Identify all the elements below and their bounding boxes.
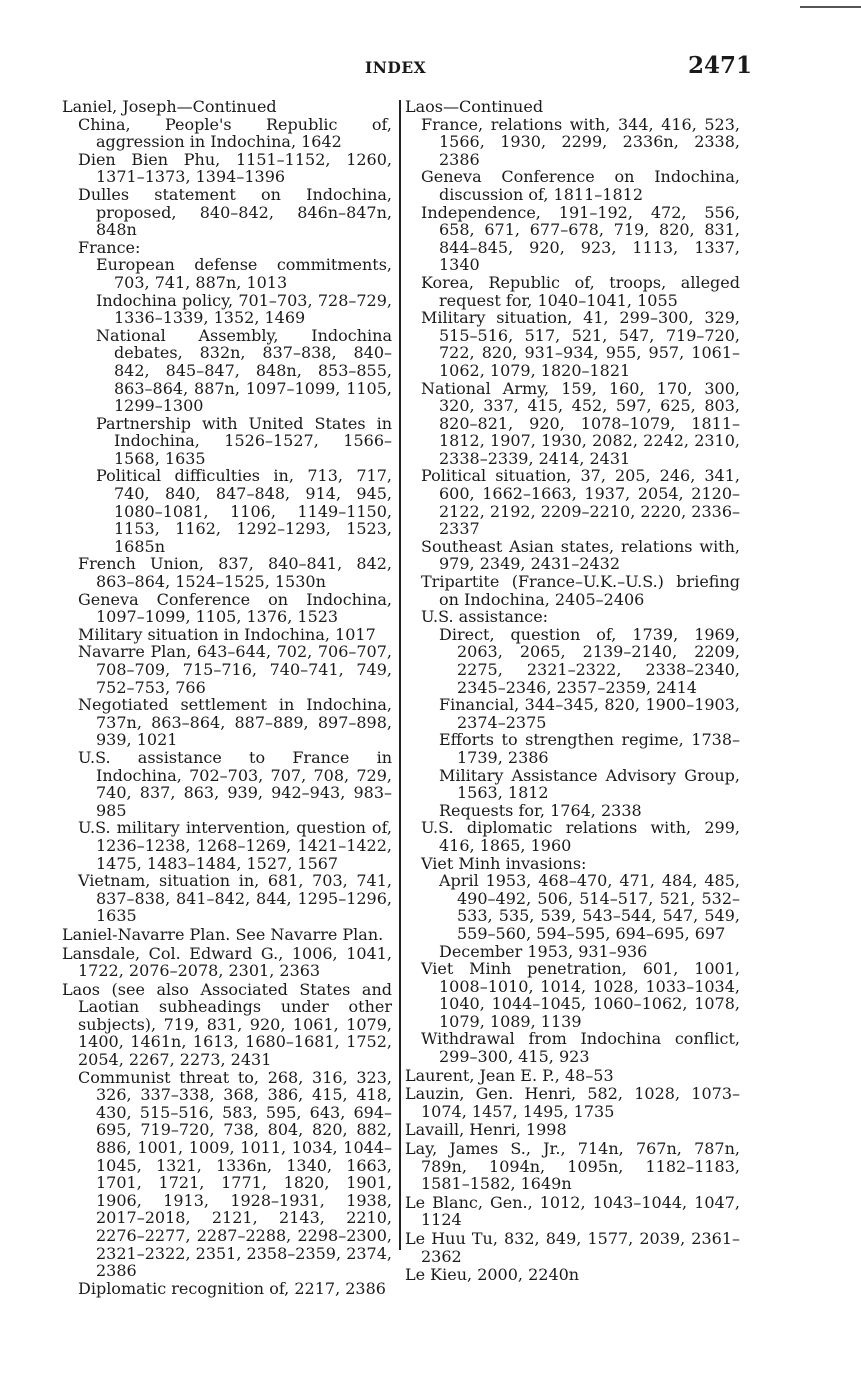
column-divider <box>399 100 401 1250</box>
index-subentry: France, relations with, 344, 416, 523, 1566, 1930, 2299, 2336n, 2338, 2386 <box>421 114 740 169</box>
index-subentry: Requests for, 1764, 2338 <box>439 800 642 820</box>
index-entry: Laurent, Jean E. P., 48–53 <box>405 1065 614 1085</box>
index-subentry: China, People's Republic of, aggression in Indochina, 1642 <box>78 114 392 152</box>
index-subentry: Political difficulties in, 713, 717, 740, 840, 847–848, 914, 945, 1080–1081, 1106, 1149–1150, 1153, 1162, 1292–1293, 1523, 1685n <box>96 466 392 556</box>
index-subentry: Negotiated settlement in Indochina, 737n, 863–864, 887–889, 897–898, 939, 1021 <box>78 695 392 750</box>
index-subentry: Military Assistance Advisory Group, 1563, 1812 <box>439 765 740 803</box>
index-entry: Le Huu Tu, 832, 849, 1577, 2039, 2361–2362 <box>405 1229 740 1266</box>
index-subentry: December 1953, 931–936 <box>439 941 648 961</box>
index-subentry: Independence, 191–192, 472, 556, 658, 671, 677–678, 719, 820, 831, 844–845, 920, 923, 1113, 1337, 1340 <box>421 202 740 275</box>
index-subentry: France: <box>78 237 141 257</box>
index-entry: Laniel, Joseph—Continued <box>62 97 277 116</box>
index-subentry: U.S. military intervention, question of, 1236–1238, 1268–1269, 1421–1422, 1475, 1483–1484, 1527, 1567 <box>78 818 392 873</box>
index-entry: Lansdale, Col. Edward G., 1006, 1041, 1722, 2076–2078, 2301, 2363 <box>62 943 392 981</box>
index-subentry: Southeast Asian states, relations with, 979, 2349, 2431–2432 <box>421 536 740 574</box>
index-entry: Laos—Continued <box>405 97 544 116</box>
index-entry: Laos (see also Associated States and Laotian subheadings under other subjects), 719, 831, 920, 1061, 1079, 1400, 1461n, 1613, 1680–1681, 1752, 2054, 2267, 2273, 2431 <box>62 979 392 1070</box>
index-column-left <box>62 98 392 1297</box>
index-subentry: U.S. diplomatic relations with, 299, 416, 1865, 1960 <box>421 818 740 855</box>
index-subentry: Communist threat to, 268, 316, 323, 326, 337–338, 368, 386, 415, 418, 430, 515–516, 583, 595, 643, 694–695, 719–720, 738, 804, 820, 882, 886, 1001, 1009, 1011, 1034, 1044–1045, 1321, 1336n, 1340, 1663, 1701, 1721, 1771, 1820, 1901, 1906, 1913, 1928–1931, 1938, 2017–2018, 2121, 2143, 2210, 2276–2277, 2287–2288, 2298–2300, 2321–2322, 2351, 2358–2359, 2374, 2386 <box>78 1067 392 1281</box>
index-subentry: Geneva Conference on Indochina, 1097–1099, 1105, 1376, 1523 <box>78 589 392 627</box>
page-edge-rule <box>800 6 861 8</box>
index-subentry: National Assembly, Indochina debates, 832n, 837–838, 840–842, 845–847, 848n, 853–855, 863–864, 887n, 1097–1099, 1105, 1299–1300 <box>96 325 392 416</box>
index-subentry: Military situation, 41, 299–300, 329, 515–516, 517, 521, 547, 719–720, 722, 820, 931–934, 955, 957, 1061–1062, 1079, 1820–1821 <box>421 308 740 380</box>
index-subentry: Diplomatic recognition of, 2217, 2386 <box>78 1278 386 1298</box>
running-head-title: INDEX <box>365 58 427 77</box>
index-subentry: Indochina policy, 701–703, 728–729, 1336–1339, 1352, 1469 <box>96 290 392 328</box>
index-subentry: Tripartite (France–U.K.–U.S.) briefing on Indochina, 2405–2406 <box>421 572 740 609</box>
index-column-right <box>405 98 740 1284</box>
index-subentry: Withdrawal from Indochina conflict, 299–300, 415, 923 <box>421 1029 740 1067</box>
index-entry: Lauzin, Gen. Henri, 582, 1028, 1073–1074, 1457, 1495, 1735 <box>405 1084 740 1121</box>
index-subentry: Dien Bien Phu, 1151–1152, 1260, 1371–1373, 1394–1396 <box>78 149 392 187</box>
index-subentry: Vietnam, situation in, 681, 703, 741, 837–838, 841–842, 844, 1295–1296, 1635 <box>78 871 392 926</box>
index-entry: Lavaill, Henri, 1998 <box>405 1120 567 1140</box>
index-subentry: Geneva Conference on Indochina, discussion of, 1811–1812 <box>421 167 740 204</box>
index-subentry: Navarre Plan, 643–644, 702, 706–707, 708–709, 715–716, 740–741, 749, 752–753, 766 <box>78 642 392 697</box>
index-subentry: Korea, Republic of, troops, alleged request for, 1040–1041, 1055 <box>421 272 740 310</box>
index-entry: Le Kieu, 2000, 2240n <box>405 1265 580 1285</box>
index-subentry: April 1953, 468–470, 471, 484, 485, 490–492, 506, 514–517, 521, 532–533, 535, 539, 543–544, 547, 549, 559–560, 594–595, 694–695, 697 <box>439 871 740 943</box>
index-subentry: Military situation in Indochina, 1017 <box>78 624 376 644</box>
index-subentry: Political situation, 37, 205, 246, 341, 600, 1662–1663, 1937, 2054, 2120–2122, 2192, 2209–2210, 2220, 2336–2337 <box>421 466 740 539</box>
index-subentry: French Union, 837, 840–841, 842, 863–864, 1524–1525, 1530n <box>78 554 392 592</box>
index-subentry: Viet Minh penetration, 601, 1001, 1008–1010, 1014, 1028, 1033–1034, 1040, 1044–1045, 1060–1062, 1078, 1079, 1089, 1139 <box>421 959 740 1031</box>
index-subentry: European defense commitments, 703, 741, 887n, 1013 <box>96 255 392 292</box>
index-subentry: Partnership with United States in Indochina, 1526–1527, 1566–1568, 1635 <box>96 413 392 468</box>
page-number: 2471 <box>688 52 753 79</box>
index-subentry: Viet Minh invasions: <box>421 853 587 873</box>
index-subentry: U.S. assistance to France in Indochina, 702–703, 707, 708, 729, 740, 837, 863, 939, 942–943, 983–985 <box>78 747 392 820</box>
index-entry: Le Blanc, Gen., 1012, 1043–1044, 1047, 1124 <box>405 1192 740 1230</box>
index-subentry: Direct, question of, 1739, 1969, 2063, 2065, 2139–2140, 2209, 2275, 2321–2322, 2338–2340, 2345–2346, 2357–2359, 2414 <box>439 624 740 697</box>
page-header <box>0 52 861 86</box>
index-entry: Laniel-Navarre Plan. See Navarre Plan. <box>62 924 384 944</box>
index-subentry: Dulles statement on Indochina, proposed, 840–842, 846n–847n, 848n <box>78 184 392 240</box>
index-entry: Lay, James S., Jr., 714n, 767n, 787n, 789n, 1094n, 1095n, 1182–1183, 1581–1582, 1649n <box>405 1139 740 1194</box>
index-subentry: National Army, 159, 160, 170, 300, 320, 337, 415, 452, 597, 625, 803, 820–821, 920, 1078–1079, 1811–1812, 1907, 1930, 2082, 2242, 2310, 2338–2339, 2414, 2431 <box>421 378 740 468</box>
index-subentry: Financial, 344–345, 820, 1900–1903, 2374–2375 <box>439 695 740 732</box>
index-subentry: Efforts to strengthen regime, 1738–1739, 2386 <box>439 730 740 767</box>
index-subentry: U.S. assistance: <box>421 607 549 627</box>
